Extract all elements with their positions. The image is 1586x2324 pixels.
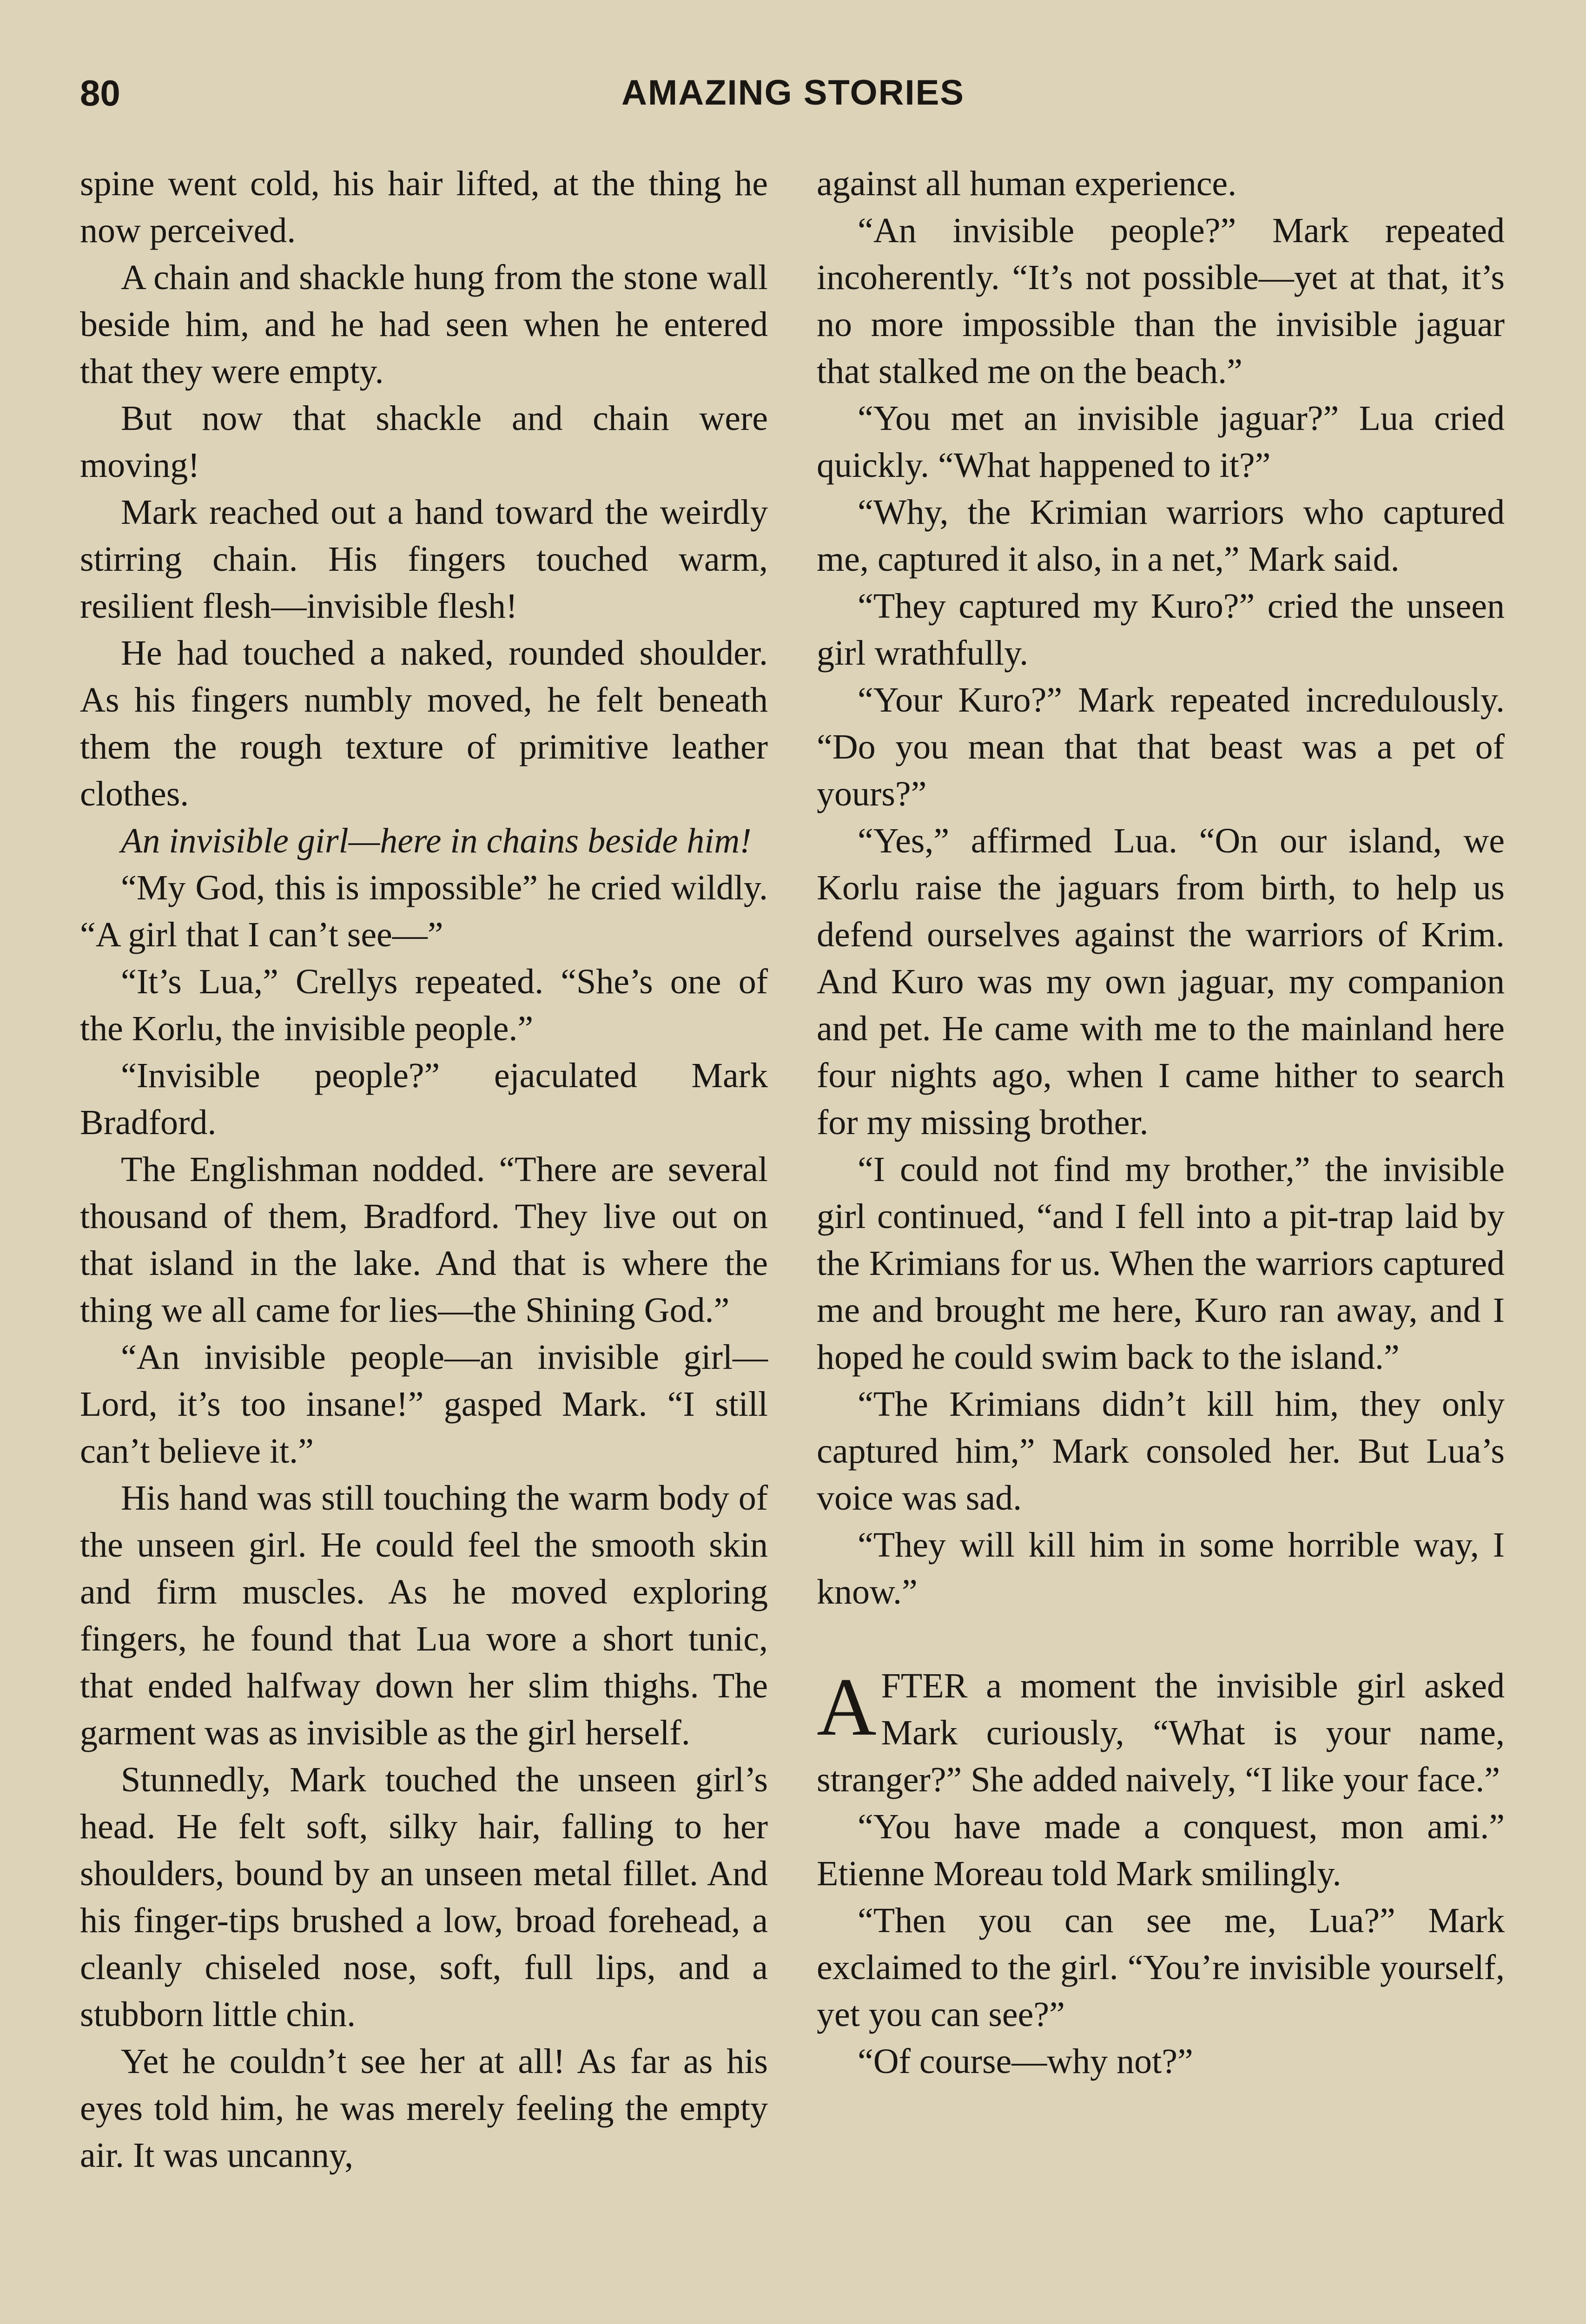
paragraph: “Of course—why not?”	[858, 2042, 1193, 2081]
paragraph: Stunnedly, Mark touched the unseen girl’s head. He felt soft, silky hair, falling to her shoulders, bound by an unseen metal fillet. And his finger-tips brushed a low, broad forehead, a cleanly chiseled nose, soft, full lips, and a stubborn little chin.	[80, 1760, 768, 2034]
paragraph: “An invisible people?” Mark repeated incoherently. “It’s not possible—yet at that, it’s no more impossible than the invisible jaguar that stalked me on the beach.”	[817, 211, 1505, 391]
paragraph: “They will kill him in some horrible way, I know.”	[817, 1525, 1505, 1611]
paragraph: “It’s Lua,” Crellys repeated. “She’s one of the Korlu, the invisible people.”	[80, 962, 768, 1048]
drop-cap: A	[817, 1661, 877, 1753]
paragraph: Mark reached out a hand toward the weirdly stirring chain. His fingers touched warm, resilient flesh—invisible flesh!	[80, 493, 768, 626]
page-header	[80, 65, 1506, 121]
paragraph: spine went cold, his hair lifted, at the thing he now perceived.	[80, 164, 768, 250]
paragraph: “Invisible people?” ejaculated Mark Bradford.	[80, 1056, 768, 1142]
left-column	[80, 160, 768, 2179]
paragraph: “Yes,” affirmed Lua. “On our island, we Korlu raise the jaguars from birth, to help us defend ourselves against the warriors of Krim. And Kuro was my own jaguar, my companion and pet. He came with me to the mainland here four nights ago, when I came hither to search for my missing brother.	[817, 821, 1505, 1142]
paragraph: “The Krimians didn’t kill him, they only captured him,” Mark consoled her. But Lua’s voice was sad.	[817, 1385, 1505, 1518]
paragraph: “They captured my Kuro?” cried the unseen girl wrathfully.	[817, 587, 1505, 673]
paragraph: His hand was still touching the warm body of the unseen girl. He could feel the smooth skin and firm muscles. As he moved exploring fingers, he found that Lua wore a short tunic, that ended halfway down her slim thighs. The garment was as invisible as the girl herself.	[80, 1479, 768, 1752]
paragraph: “You have made a conquest, mon ami.” Etienne Moreau told Mark smilingly.	[817, 1807, 1505, 1893]
paragraph-text: FTER a moment the invisible girl asked Mark curiously, “What is your name, stranger?” She added naively, “I like your face.”	[817, 1666, 1505, 1799]
paragraph: The Englishman nodded. “There are several thousand of them, Bradford. They live out on that island in the lake. And that is where the thing we all came for lies—the Shining God.”	[80, 1150, 768, 1330]
paragraph: Yet he couldn’t see her at all! As far as his eyes told him, he was merely feeling the empty air. It was uncanny,	[80, 2042, 768, 2175]
paragraph: A chain and shackle hung from the stone wall beside him, and he had seen when he entered that they were empty.	[80, 258, 768, 391]
right-column	[817, 160, 1505, 2085]
paragraph: “An invisible people—an invisible girl—Lord, it’s too insane!” gasped Mark. “I still can’t believe it.”	[80, 1338, 768, 1471]
paragraph: “My God, this is impossible” he cried wildly. “A girl that I can’t see—”	[80, 868, 768, 954]
paragraph: against all human experience.	[817, 164, 1237, 203]
paragraph: An invisible girl—here in chains beside him!	[121, 821, 752, 860]
page-number: 80	[80, 73, 120, 113]
paragraph: “Then you can see me, Lua?” Mark exclaimed to the girl. “You’re invisible yourself, yet you can see?”	[817, 1901, 1505, 2034]
paragraph: “You met an invisible jaguar?” Lua cried quickly. “What happened to it?”	[817, 399, 1505, 485]
section-opening-paragraph	[817, 1663, 1505, 1803]
paragraph: “Why, the Krimian warriors who captured me, captured it also, in a net,” Mark said.	[817, 493, 1505, 579]
paragraph: “Your Kuro?” Mark repeated incredulously. “Do you mean that that beast was a pet of yours?”	[817, 680, 1505, 813]
paragraph: He had touched a naked, rounded shoulder. As his fingers numbly moved, he felt beneath them the rough texture of primitive leather clothes.	[80, 634, 768, 813]
paragraph: But now that shackle and chain were moving!	[80, 399, 768, 485]
paragraph: “I could not find my brother,” the invisible girl continued, “and I fell into a pit-trap laid by the Krimians for us. When the warriors captured me and brought me here, Kuro ran away, and I hoped he could swim back to the island.”	[817, 1150, 1505, 1377]
running-head: AMAZING STORIES	[621, 73, 965, 112]
